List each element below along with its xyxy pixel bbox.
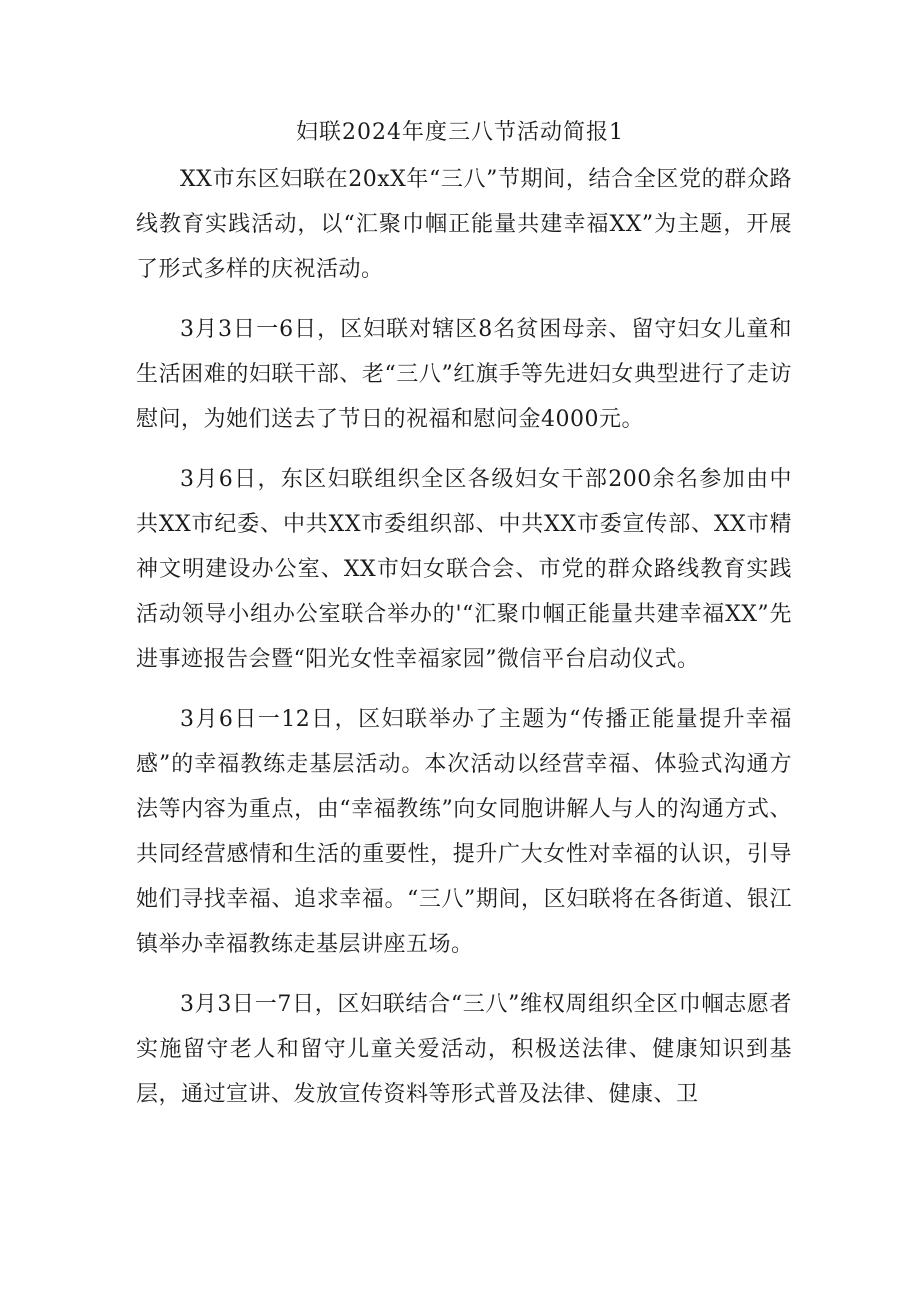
- paragraph-visit: 3月3日一6日，区妇联对辖区8名贫困母亲、留守妇女儿童和生活困难的妇联干部、老“三八”红旗手等先进妇女典型进行了走访慰问，为她们送去了节日的祝福和慰问金4000元。: [136, 317, 792, 432]
- paragraph-happiness-coach: 3月6日一12日，区妇联举办了主题为“传播正能量提升幸福感”的幸福教练走基层活动。本次活动以经营幸福、体验式沟通方法等内容为重点，由“幸福教练”向女同胞讲解人与人的沟通方式、共同经营感情和生活的重要性，提升广大女性对幸福的认识，引导她们寻找幸福、追求幸福。“三八”期间，区妇联将在各街道、银江镇举办幸福教练走基层讲座五场。: [136, 707, 792, 957]
- paragraph-report-meeting: 3月6日，东区妇联组织全区各级妇女干部200余名参加由中共XX市纪委、中共XX市委组织部、中共XX市委宣传部、XX市精神文明建设办公室、XX市妇女联合会、市党的群众路线教育实践活动领导小组办公室联合举办的'“汇聚巾帼正能量共建幸福XX”先进事迹报告会暨“阳光女性幸福家园”微信平台启动仪式。: [136, 467, 792, 672]
- document-title: 妇联2024年度三八节活动简报1: [296, 120, 624, 145]
- paragraph-intro: XX市东区妇联在20xX年“三八”节期间，结合全区党的群众路线教育实践活动，以“汇聚巾帼正能量共建幸福XX”为主题，开展了形式多样的庆祝活动。: [136, 167, 792, 282]
- paragraph-volunteer-care: 3月3日一7日，区妇联结合“三八”维权周组织全区巾帼志愿者实施留守老人和留守儿童关爱活动，积极送法律、健康知识到基层，通过宣讲、发放宣传资料等形式普及法律、健康、卫: [136, 992, 792, 1107]
- document-body: [136, 157, 792, 1132]
